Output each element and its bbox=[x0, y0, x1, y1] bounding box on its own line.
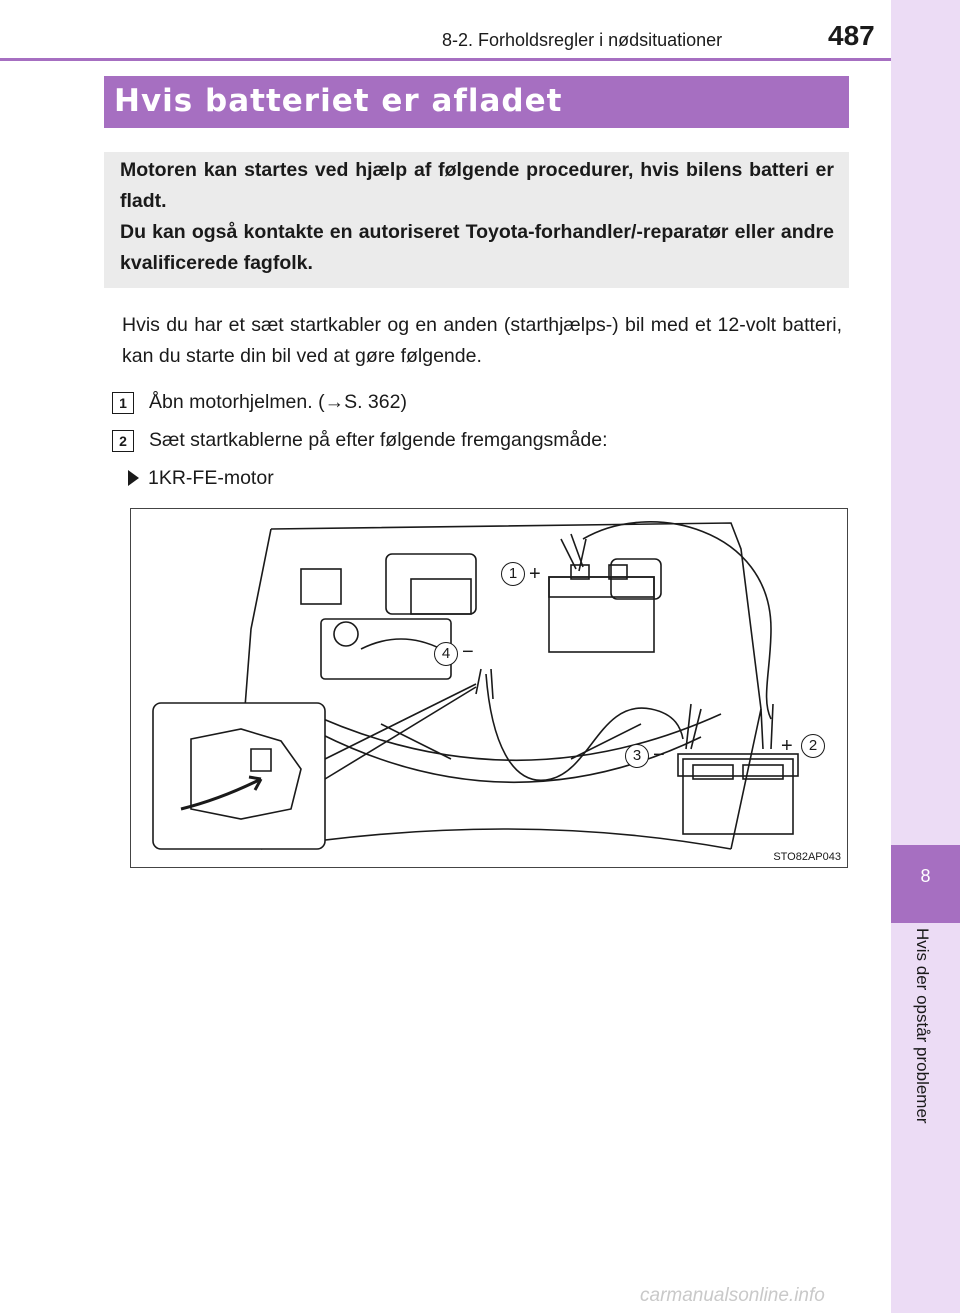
figure-code: STO82AP043 bbox=[773, 851, 841, 863]
chapter-title: Hvis der opstår problemer bbox=[913, 928, 932, 1124]
intro-line-1: Motoren kan startes ved hjælp af følgende procedurer, hvis bilens batteri er fladt. bbox=[120, 159, 834, 212]
negative-terminal-sign: − bbox=[462, 641, 474, 663]
step-text: Sæt startkablerne på efter følgende fremgangsmåde: bbox=[149, 429, 608, 451]
page-number: 487 bbox=[828, 20, 875, 51]
step-number-box: 1 bbox=[112, 392, 134, 414]
header-divider bbox=[0, 58, 891, 61]
callout-3: 3 bbox=[625, 744, 649, 768]
callout-4: 4 bbox=[434, 642, 458, 666]
intro-text bbox=[120, 155, 834, 279]
positive-terminal-sign: + bbox=[781, 735, 793, 757]
jump-start-illustration bbox=[130, 508, 848, 868]
step-number-box: 2 bbox=[112, 430, 134, 452]
header-section-title: 8-2. Forholdsregler i nødsituationer bbox=[442, 30, 723, 50]
triangle-bullet-icon bbox=[128, 470, 139, 486]
callout-2: 2 bbox=[801, 734, 825, 758]
section-title: Hvis batteriet er afladet bbox=[114, 83, 563, 119]
engine-label: 1KR-FE-motor bbox=[148, 467, 274, 489]
engine-bay-drawing bbox=[131, 509, 848, 868]
chapter-number: 8 bbox=[920, 866, 931, 886]
body-paragraph: Hvis du har et sæt startkabler og en anden (starthjælps-) bil med et 12-volt batteri, kan du starte din bil ved at gøre følgende. bbox=[122, 314, 842, 367]
negative-terminal-sign: − bbox=[653, 744, 665, 766]
positive-terminal-sign: + bbox=[529, 563, 541, 585]
intro-line-2: Du kan også kontakte en autoriseret Toyota-forhandler/-reparatør eller andre kvalificerede fagfolk. bbox=[120, 221, 834, 274]
watermark: carmanualsonline.info bbox=[640, 1285, 825, 1306]
step-text: Åbn motorhjelmen. (→S. 362) bbox=[149, 391, 407, 413]
callout-1: 1 bbox=[501, 562, 525, 586]
